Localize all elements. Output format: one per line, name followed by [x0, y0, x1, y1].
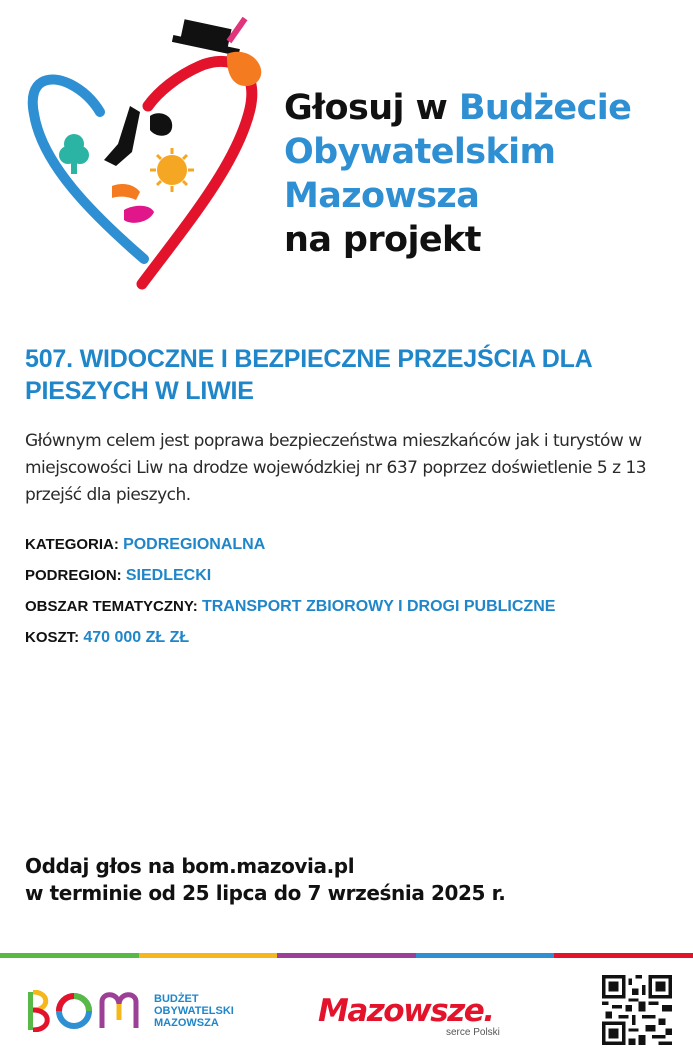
bom-line: MAZOWSZA	[154, 1017, 219, 1029]
nose-shape	[104, 106, 140, 166]
mazowsze-tagline: serce Polski	[446, 1027, 500, 1038]
cta-line: Oddaj głos na bom.mazovia.pl	[25, 854, 355, 878]
meta-row-subregion	[25, 564, 675, 595]
stripe-segment	[139, 953, 278, 958]
bom-line: OBYWATELSKI	[154, 1005, 234, 1017]
sun-icon	[150, 148, 194, 192]
project-meta	[25, 533, 675, 657]
headline-text: na projekt	[284, 220, 481, 260]
bom-wordmark	[154, 993, 274, 1029]
project-title: 507. WIDOCZNE I BEZPIECZNE PRZEJŚCIA DLA PIESZYCH W LIWIE	[25, 345, 592, 405]
color-stripe	[0, 953, 693, 958]
meta-key: KATEGORIA:	[25, 536, 124, 553]
headline-text: Mazowsza	[284, 176, 480, 216]
meta-row-category	[25, 533, 675, 564]
bom-logo	[26, 990, 266, 1032]
vote-call-to-action	[25, 853, 665, 907]
meta-key: OBSZAR TEMATYCZNY:	[25, 598, 202, 615]
headline-text: Budżecie	[458, 88, 632, 128]
eye-shape	[150, 113, 172, 135]
headline-text: Obywatelskim	[284, 132, 556, 172]
mazowsze-wordmark: Mazowsze.	[318, 993, 494, 1029]
stripe-segment	[0, 953, 139, 958]
mazowsze-logo	[318, 993, 518, 1039]
headline	[284, 86, 684, 262]
tree-icon	[59, 134, 89, 174]
project-description: Głównym celem jest poprawa bezpieczeństwa mieszkańców jak i turystów w miejscowości Liw na drodze wojewódzkiej nr 637 poprzez doświetlenie 5 z 13 przejść dla pieszych.	[25, 431, 647, 505]
meta-value: 470 000 ZŁ ZŁ	[83, 629, 190, 646]
bom-line: BUDŻET	[154, 993, 199, 1005]
meta-value: PODREGIONALNA	[123, 536, 266, 553]
meta-key: PODREGION:	[25, 567, 126, 584]
mustache-shape	[112, 184, 140, 200]
meta-key: KOSZT:	[25, 629, 84, 646]
bom-letters-icon	[26, 990, 144, 1032]
meta-value: SIEDLECKI	[125, 567, 212, 584]
stripe-segment	[277, 953, 416, 958]
meta-row-theme	[25, 595, 675, 626]
cta-line: w terminie od 25 lipca do 7 września 2025 r.	[25, 881, 506, 905]
meta-row-cost	[25, 626, 675, 657]
qr-code-icon	[602, 975, 672, 1045]
meta-value: TRANSPORT ZBIOROWY I DROGI PUBLICZNE	[201, 598, 556, 615]
hand-icon	[227, 52, 261, 86]
stripe-segment	[416, 953, 555, 958]
heart-blue-stroke	[33, 79, 144, 259]
headline-text: Głosuj w	[284, 88, 459, 128]
stripe-segment	[554, 953, 693, 958]
heart-logo-illustration	[22, 14, 272, 296]
hat-icon	[172, 17, 248, 56]
mouth-shape	[124, 206, 154, 223]
